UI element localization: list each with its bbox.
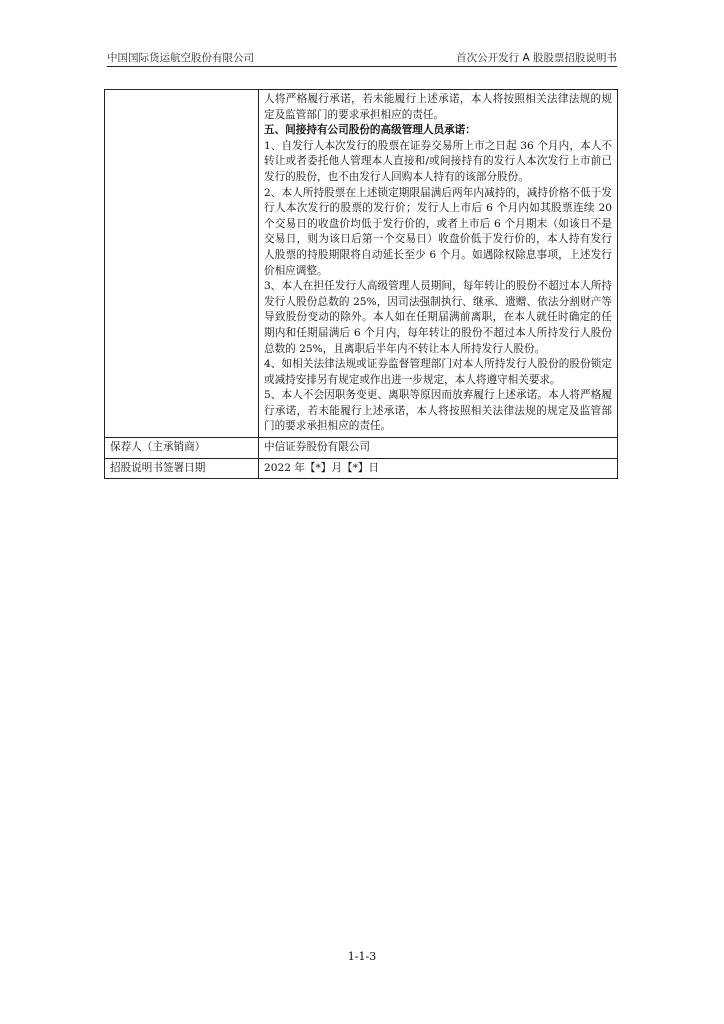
header-company-name: 中国国际货运航空股份有限公司 — [107, 52, 254, 64]
commitment-paragraph-3: 3、本人在担任发行人高级管理人员期间，每年转让的股份不超过本人所持发行人股份总数的 25%，因司法强制执行、继承、遗赠、依法分割财产等导致股份变动的除外。本人如在任期届满前离职，在本人就任时确定的任期内和任期届满后 6 个月内，每年转让的股份不超过本人所持发行人股份总数的 25%，且离职后半年内不转让本人所持发行人股份。 — [264, 280, 612, 355]
signing-date-label: 招股说明书签署日期 — [105, 458, 259, 479]
sponsor-value: 中信证券股份有限公司 — [259, 438, 618, 459]
commitment-paragraph-2: 2、本人所持股票在上述锁定期限届满后两年内减持的，减持价格不低于发行人本次发行的股票的发行价；发行人上市后 6 个月内如其股票连续 20 个交易日的收盘价均低于发行价的，或者上市后 6 个月期末（如该日不是交易日，则为该日后第一个交易日）收盘价低于发行价的，本人持有发行人股票的持股期限将自动延长至少 6 个月。如遇除权除息事项，上述发行价相应调整。 — [264, 186, 612, 277]
commitment-paragraph-4: 4、如相关法律法规或证券监督管理部门对本人所持发行人股份的股份锁定或减持安排另有规定或作出进一步规定，本人将遵守相关要求。 — [264, 358, 612, 386]
signing-date-value: 2022 年【*】月【*】日 — [259, 458, 618, 479]
section-heading-senior-management: 五、间接持有公司股份的高级管理人员承诺： — [264, 124, 476, 137]
signing-date-row — [105, 458, 618, 479]
commitment-row — [105, 90, 618, 438]
sponsor-row — [105, 438, 618, 459]
commitment-paragraph-1: 1、自发行人本次发行的股票在证券交易所上市之日起 36 个月内，本人不转让或者委托他人管理本人直接和/或间接持有的发行人本次发行上市前已发行的股份，也不由发行人回购本人持有的该部分股份。 — [264, 139, 612, 183]
commitment-content-cell — [259, 90, 618, 438]
sponsor-label: 保荐人（主承销商） — [105, 438, 259, 459]
commitment-paragraph-5: 5、本人不会因职务变更、离职等原因而放弃履行上述承诺。本人将严格履行承诺，若未能履行上述承诺，本人将按照相关法律法规的规定及监管部门的要求承担相应的责任。 — [264, 389, 612, 433]
prospectus-table — [104, 89, 618, 479]
commitment-label-cell — [105, 90, 259, 438]
page-header — [107, 46, 617, 67]
commitment-paragraph-0: 人将严格履行承诺，若未能履行上述承诺，本人将按照相关法律法规的规定及监管部门的要求承担相应的责任。 — [264, 93, 612, 121]
page-number: 1-1-3 — [347, 950, 377, 963]
header-document-title: 首次公开发行 A 股股票招股说明书 — [456, 52, 617, 64]
